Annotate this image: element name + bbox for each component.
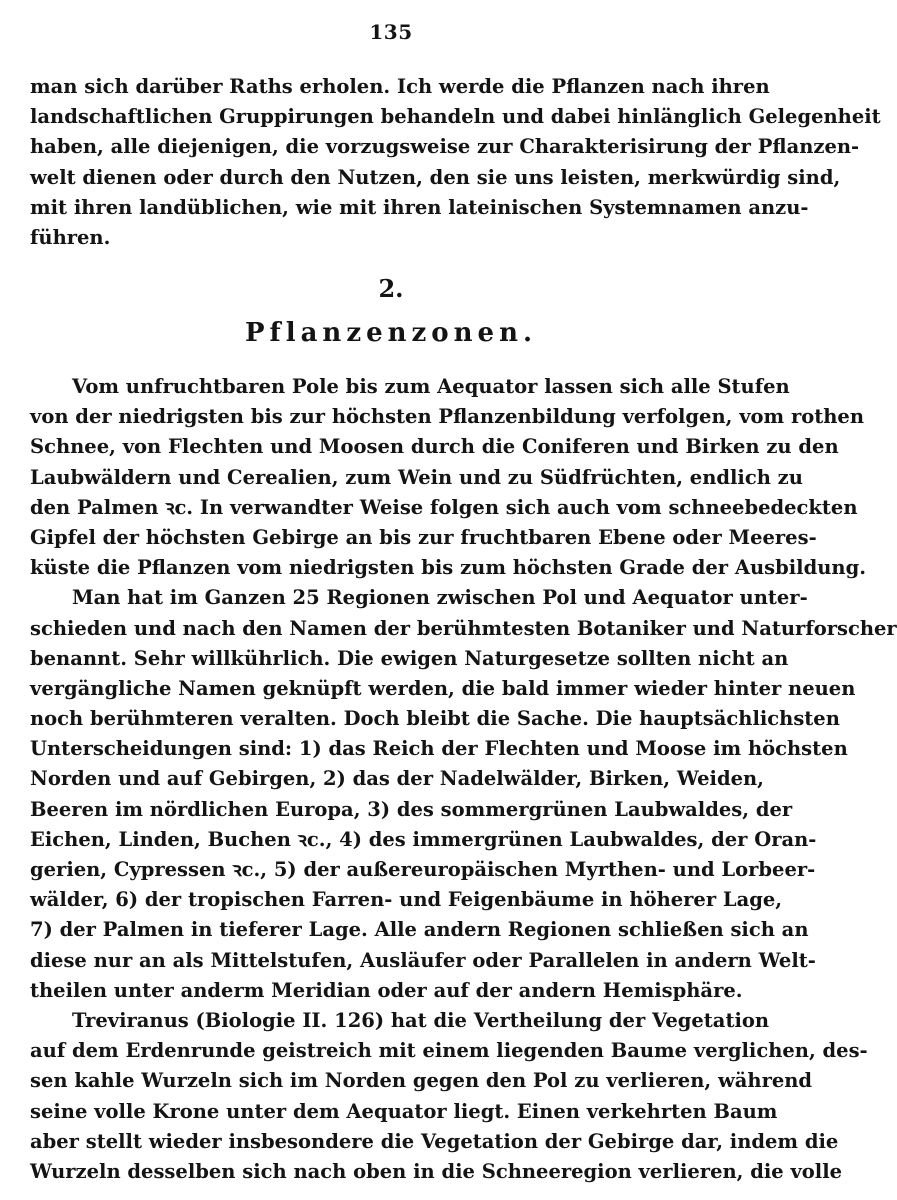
text-line: theilen unter anderm Meridian oder auf der andern Hemisphäre. — [30, 978, 743, 1002]
text-line: Treviranus (Biologie II. 126) hat die Vertheilung der Vegetation — [72, 1008, 770, 1032]
section-body — [30, 372, 897, 1187]
text-line: seine volle Krone unter dem Aequator liegt. Einen verkehrten Baum — [30, 1099, 778, 1123]
text-line: Man hat im Ganzen 25 Regionen zwischen Pol und Aequator unter- — [72, 586, 808, 610]
text-line: führen. — [30, 225, 111, 249]
text-line: Beeren im nördlichen Europa, 3) des sommergrünen Laubwaldes, der — [30, 797, 793, 821]
text-line: von der niedrigsten bis zur höchsten Pflanzenbildung verfolgen, vom rothen — [30, 405, 865, 429]
text-line: Vom unfruchtbaren Pole bis zum Aequator lassen sich alle Stufen — [72, 375, 790, 398]
text-line: den Palmen ꝛc. In verwandter Weise folgen sich auch vom schneebedeckten — [30, 495, 858, 519]
text-line: Gipfel der höchsten Gebirge an bis zur fruchtbaren Ebene oder Meeres- — [30, 525, 817, 549]
text-line: schieden und nach den Namen der berühmtesten Botaniker und Naturforscher — [30, 616, 897, 640]
text-line: vergängliche Namen geknüpft werden, die bald immer wieder hinter neuen — [30, 676, 856, 700]
text-line: 7) der Palmen in tieferer Lage. Alle andern Regionen schließen sich an — [30, 918, 809, 942]
text-line: man sich darüber Raths erholen. Ich werde die Pflanzen nach ihren — [30, 75, 770, 98]
text-line: Laubwäldern und Cerealien, zum Wein und zu Südfrüchten, endlich zu — [30, 465, 803, 489]
text-line: aber stellt wieder insbesondere die Vegetation der Gebirge dar, indem die — [30, 1129, 839, 1153]
text-line: küste die Pflanzen vom niedrigsten bis zum höchsten Grade der Ausbildung. — [30, 556, 866, 580]
text-line: diese nur an als Mittelstufen, Ausläufer oder Parallelen in andern Welt- — [30, 948, 816, 972]
text-line: benannt. Sehr willkührlich. Die ewigen Naturgesetze sollten nicht an — [30, 646, 789, 670]
text-line: landschaftlichen Gruppirungen behandeln und dabei hinlänglich Gelegenheit — [30, 105, 881, 129]
text-line: Eichen, Linden, Buchen ꝛc., 4) des immergrünen Laubwaldes, der Oran- — [30, 827, 817, 851]
text-line: sen kahle Wurzeln sich im Norden gegen den Pol zu verlieren, während — [30, 1069, 813, 1093]
text-line: wälder, 6) der tropischen Farren- und Feigenbäume in höherer Lage, — [30, 888, 783, 912]
section-title: Pflanzenzonen. — [244, 318, 538, 348]
text-line: Unterscheidungen sind: 1) das Reich der Flechten und Moose im höchsten — [30, 737, 848, 761]
section-number: 2. — [378, 274, 404, 303]
text-line: mit ihren landüblichen, wie mit ihren lateinischen Systemnamen anzu- — [30, 195, 809, 219]
text-line: auf dem Erdenrunde geistreich mit einem liegenden Baume verglichen, des- — [30, 1039, 868, 1063]
text-line: noch berühmteren veralten. Doch bleibt die Sache. Die hauptsächlichsten — [30, 707, 840, 731]
intro-paragraph — [30, 72, 881, 253]
text-line: haben, alle diejenigen, die vorzugsweise zur Charakterisirung der Pflanzen- — [30, 135, 860, 159]
text-line: welt dienen oder durch den Nutzen, den sie uns leisten, merkwürdig sind, — [30, 165, 841, 189]
text-line: Schnee, von Flechten und Moosen durch die Coniferen und Birken zu den — [30, 435, 839, 459]
text-line: gerien, Cypressen ꝛc., 5) der außereuropäischen Myrthen- und Lorbeer- — [30, 858, 816, 881]
page-number: 135 — [369, 20, 413, 44]
text-line: Norden und auf Gebirgen, 2) das der Nadelwälder, Birken, Weiden, — [30, 767, 764, 791]
text-line: Wurzeln desselben sich nach oben in die Schneeregion verlieren, die volle — [30, 1159, 843, 1183]
